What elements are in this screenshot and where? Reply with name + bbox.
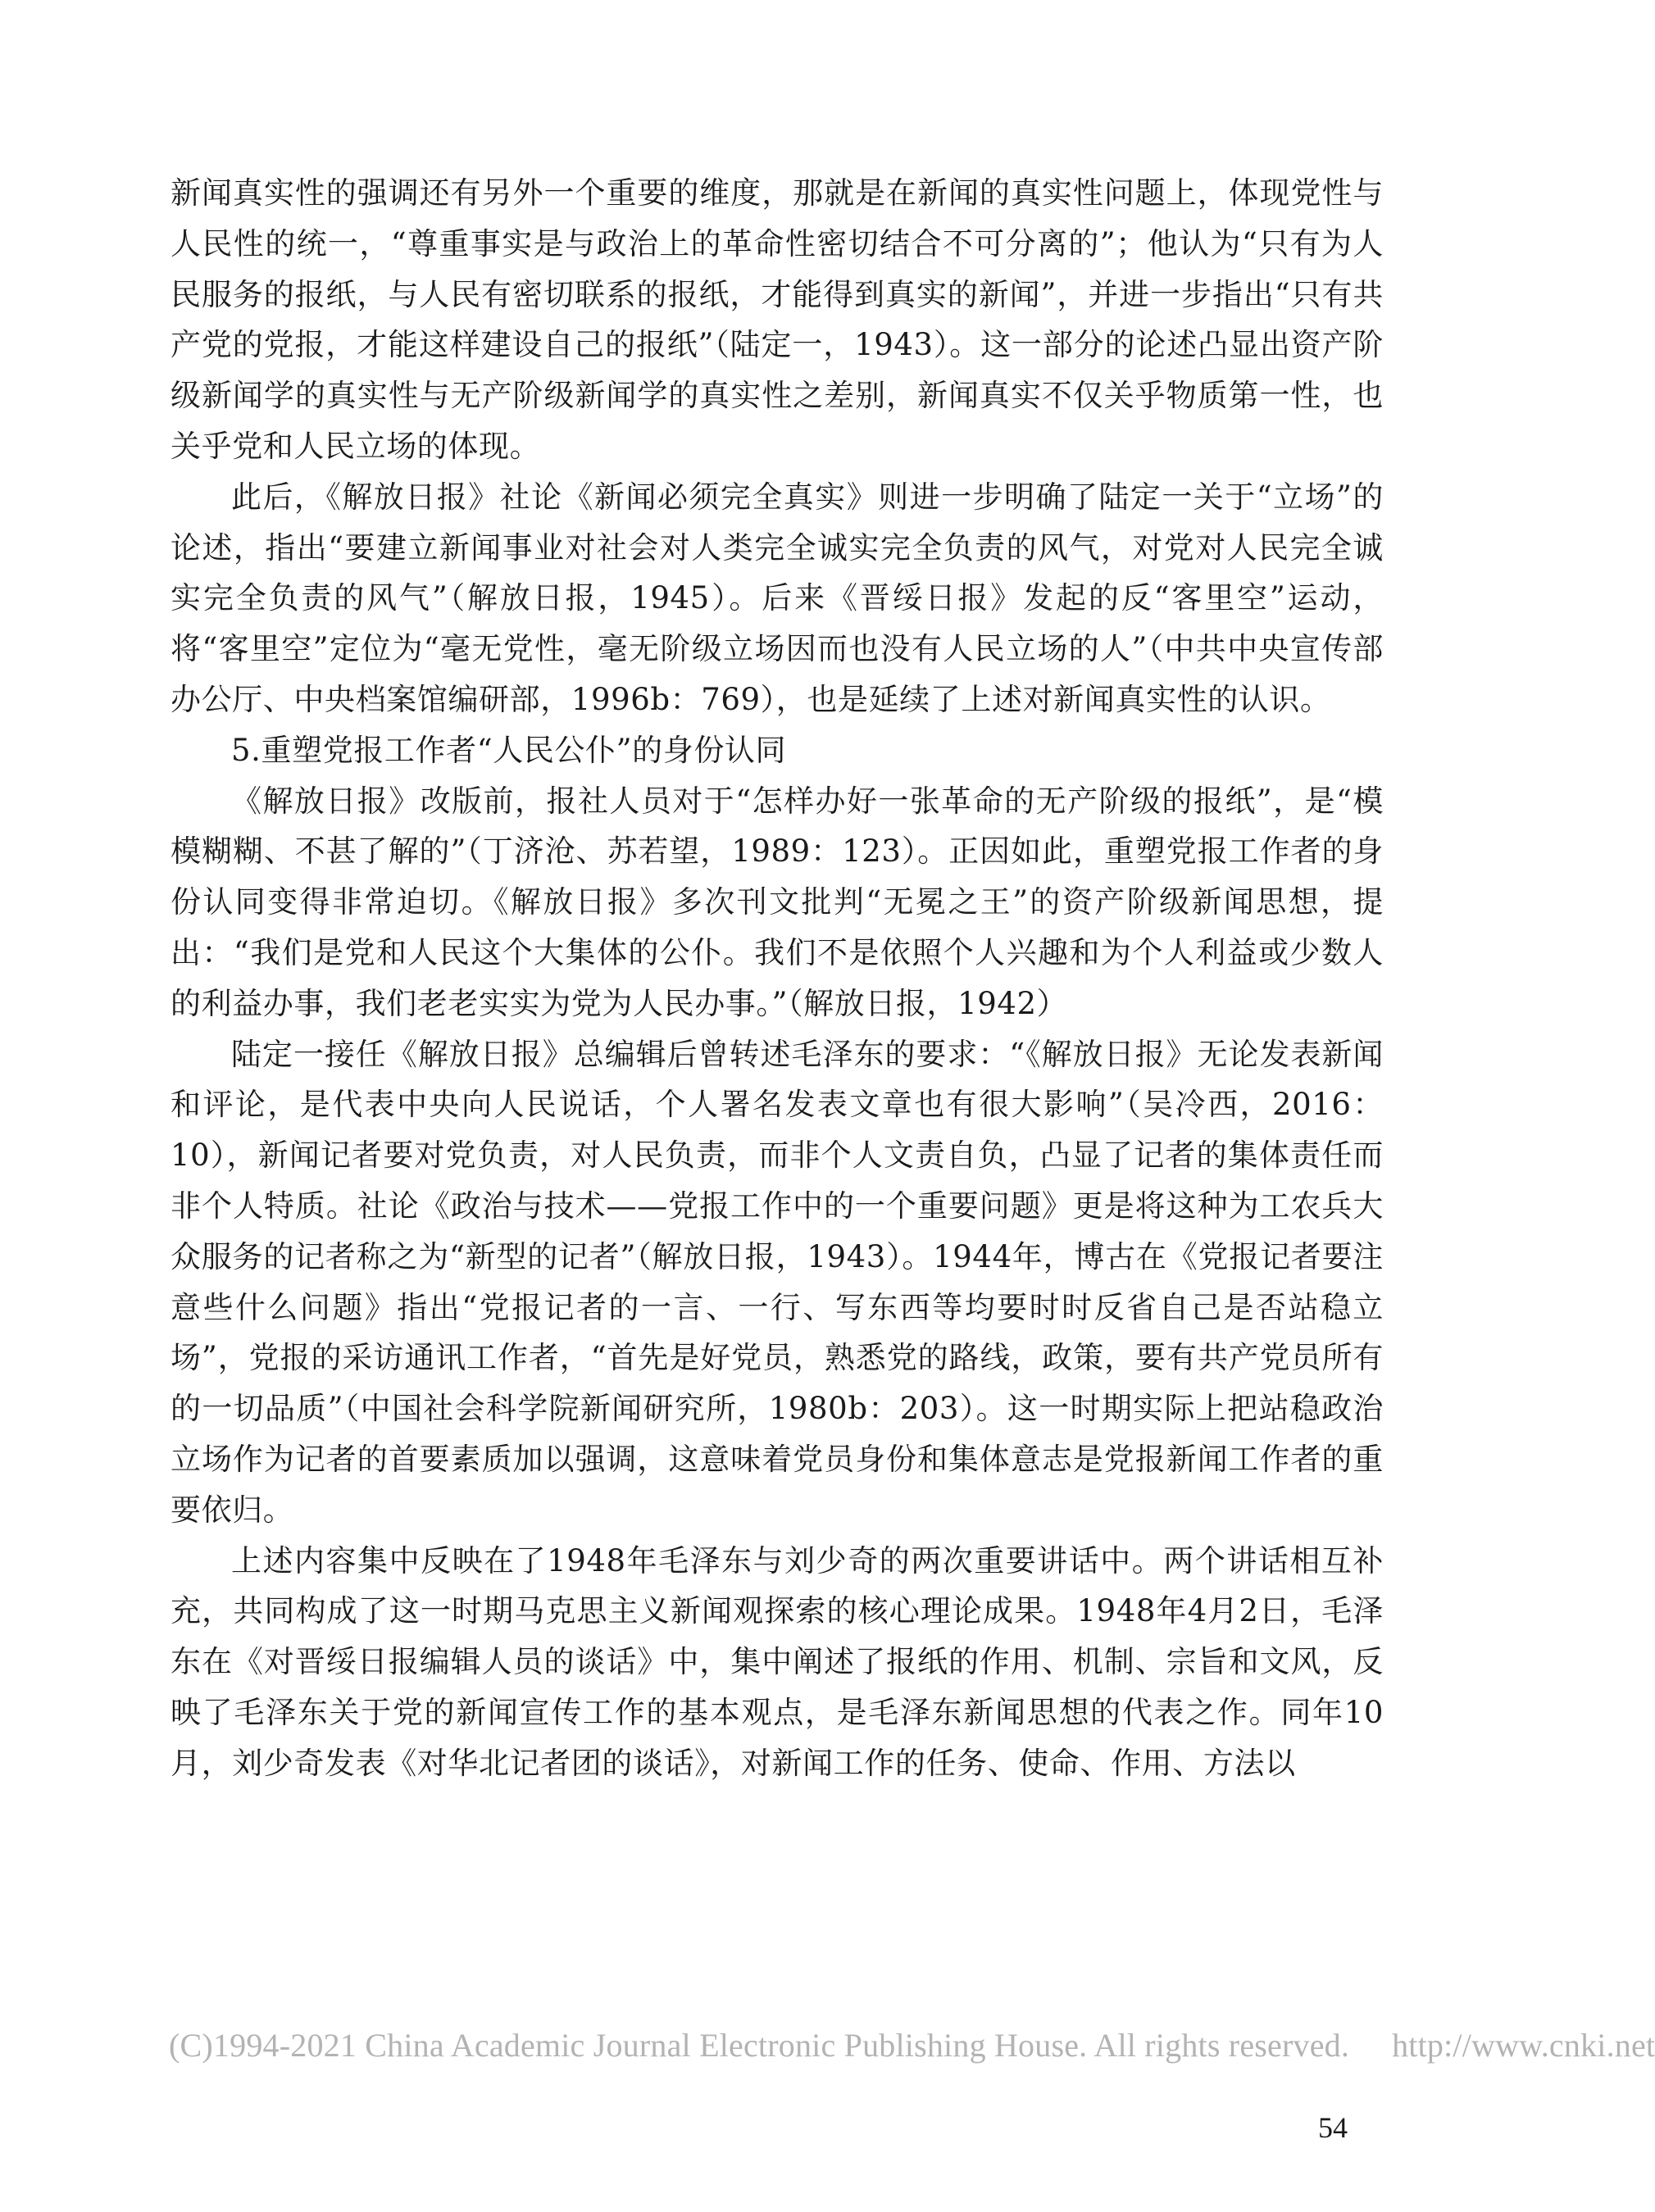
copyright-text: (C)1994-2021 China Academic Journal Electronic Publishing House. All rights reserved. (169, 2027, 1350, 2064)
paragraph-liberation-daily-editorial: 此后，《解放日报》社论《新闻必须完全真实》则进一步明确了陆定一关于“立场”的论述，指出“要建立新闻事业对社会对人类完全诚实完全负责的风气，对党对人民完全诚实完全负责的风气”（解放日报，1945）。后来《晋绥日报》发起的反“客里空”运动，将“客里空”定位为“毫无党性，毫无阶级立场因而也没有人民立场的人”（中共中央宣传部办公厅、中央档案馆编研部，1996b：769），也是延续了上述对新闻真实性的认识。 (171, 479, 1384, 717)
section-heading-5: 5.重塑党报工作者“人民公仆”的身份认同 (231, 732, 787, 768)
paragraph-lu-dingyi: 陆定一接任《解放日报》总编辑后曾转述毛泽东的要求：“《解放日报》无论发表新闻和评论，是代表中央向人民说话，个人署名发表文章也有很大影响”（吴冷西，2016：10），新闻记者要对党负责，对人民负责，而非个人文责自负，凸显了记者的集体责任而非个人特质。社论《政治与技术——党报工作中的一个重要问题》更是将这种为工农兵大众服务的记者称之为“新型的记者”（解放日报，1943）。1944年，博古在《党报记者要注意些什么问题》指出“党报记者的一言、一行、写东西等均要时时反省自己是否站稳立场”，党报的采访通讯工作者，“首先是好党员，熟悉党的路线，政策，要有共产党员所有的一切品质”（中国社会科学院新闻研究所，1980b：203）。这一时期实际上把站稳政治立场作为记者的首要素质加以强调，这意味着党员身份和集体意志是党报新闻工作者的重要依归。 (171, 1036, 1384, 1528)
paragraph-1948-speeches: 上述内容集中反映在了1948年毛泽东与刘少奇的两次重要讲话中。两个讲话相互补充，共同构成了这一时期马克思主义新闻观探索的核心理论成果。1948年4月2日，毛泽东在《对晋绥日报编辑人员的谈话》中，集中阐述了报纸的作用、机制、宗旨和文风，反映了毛泽东关于党的新闻宣传工作的基本观点，是毛泽东新闻思想的代表之作。同年10月，刘少奇发表《对华北记者团的谈话》，对新闻工作的任务、使命、作用、方法以 (171, 1542, 1384, 1781)
copyright-footer (169, 2026, 1655, 2064)
paragraph-identity-reshaping: 《解放日报》改版前，报社人员对于“怎样办好一张革命的无产阶级的报纸”，是“模模糊糊、不甚了解的”（丁济沧、苏若望，1989：123）。正因如此，重塑党报工作者的身份认同变得非常迫切。《解放日报》多次刊文批判“无冕之王”的资产阶级新闻思想，提出：“我们是党和人民这个大集体的公仆。我们不是依照个人兴趣和为个人利益或少数人的利益办事，我们老老实实为党为人民办事。”（解放日报，1942） (171, 783, 1384, 1021)
article-body (171, 168, 1384, 1789)
page-number: 54 (1318, 2111, 1348, 2144)
source-url: http://www.cnki.net (1392, 2027, 1655, 2064)
paragraph-truthfulness-continued: 新闻真实性的强调还有另外一个重要的维度，那就是在新闻的真实性问题上，体现党性与人民性的统一，“尊重事实是与政治上的革命性密切结合不可分离的”；他认为“只有为人民服务的报纸，与人民有密切联系的报纸，才能得到真实的新闻”，并进一步指出“只有共产党的党报，才能这样建设自己的报纸”（陆定一，1943）。这一部分的论述凸显出资产阶级新闻学的真实性与无产阶级新闻学的真实性之差别，新闻真实不仅关乎物质第一性，也关乎党和人民立场的体现。 (171, 175, 1384, 464)
